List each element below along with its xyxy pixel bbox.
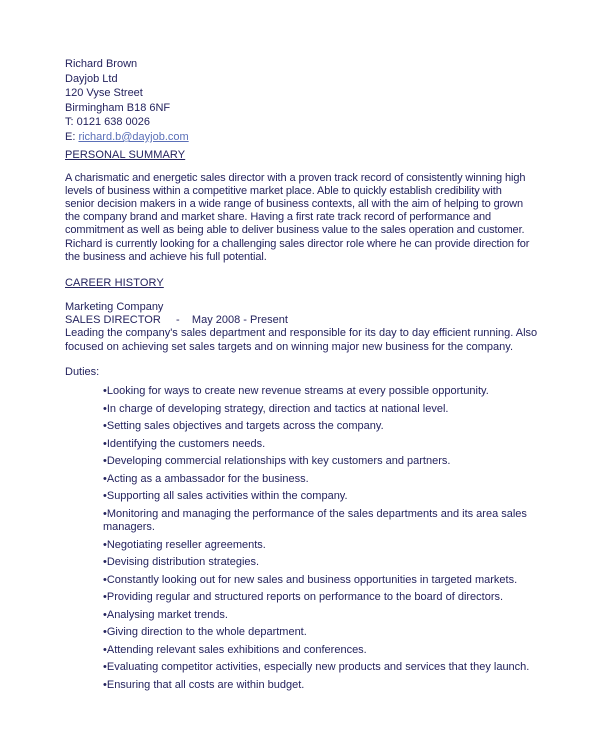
- duty-list-item: [103, 539, 555, 552]
- contact-phone: T: 0121 638 0026: [65, 116, 151, 129]
- duties-list: [103, 385, 555, 692]
- duty-text: •Constantly looking out for new sales and business opportunities in targeted markets.: [103, 573, 518, 586]
- duty-text: •In charge of developing strategy, direction and tactics at national level.: [103, 402, 449, 415]
- duty-list-item: [103, 385, 555, 398]
- summary-line: A charismatic and energetic sales director with a proven track record of consistently winning high: [65, 171, 526, 184]
- duty-text: •Developing commercial relationships with key customers and partners.: [103, 455, 451, 468]
- duty-text: •Evaluating competitor activities, especially new products and services that they launch.: [103, 661, 530, 674]
- summary-line: commitment as well as being able to deliver business value to the sales operation and customer.: [65, 224, 525, 237]
- duty-text: •Analysing market trends.: [103, 608, 228, 621]
- contact-city: Birmingham B18 6NF: [65, 101, 171, 114]
- duty-list-item: [103, 420, 555, 433]
- duty-list-item: [103, 574, 555, 587]
- duty-list-item: [103, 556, 555, 569]
- duty-list-item: [103, 661, 555, 674]
- duty-text: •Looking for ways to create new revenue streams at every possible opportunity.: [103, 385, 489, 398]
- duty-text: •Attending relevant sales exhibitions and conferences.: [103, 643, 367, 656]
- employer-name: Marketing Company: [65, 300, 164, 313]
- summary-line: the company brand and market share. Having a first rate track record of performance and: [65, 211, 492, 224]
- contact-street: 120 Vyse Street: [65, 87, 143, 100]
- duty-text: •Acting as a ambassador for the business.: [103, 472, 309, 485]
- summary-line: levels of business within a competitive market place. Able to quickly establish credibility with: [65, 184, 502, 197]
- duty-text: •Setting sales objectives and targets across the company.: [103, 420, 384, 433]
- duty-list-item: [103, 455, 555, 468]
- duty-text: •Monitoring and managing the performance of the sales departments and its area sales: [103, 507, 527, 520]
- duty-text: •Providing regular and structured reports on performance to the board of directors.: [103, 591, 504, 604]
- contact-name: Richard Brown: [65, 58, 138, 70]
- duty-text: •Identifying the customers needs.: [103, 437, 266, 450]
- duty-text: managers.: [103, 521, 155, 534]
- duty-list-item: [103, 644, 555, 657]
- duties-label: Duties:: [65, 366, 100, 379]
- personal-summary-heading: PERSONAL SUMMARY: [65, 148, 186, 161]
- contact-company: Dayjob Ltd: [65, 72, 118, 85]
- duty-text: •Supporting all sales activities within the company.: [103, 490, 348, 503]
- career-history-heading: CAREER HISTORY: [65, 276, 164, 289]
- duty-text: •Negotiating reseller agreements.: [103, 538, 266, 551]
- duty-list-item: [103, 490, 555, 503]
- job-description: [65, 327, 555, 354]
- duty-list-item: [103, 438, 555, 451]
- duty-list-item: [103, 609, 555, 622]
- job-title-dates: SALES DIRECTOR - May 2008 - Present: [65, 314, 288, 327]
- summary-line: the business and achieve his full potential.: [65, 250, 267, 263]
- duty-list-item: [103, 626, 555, 639]
- contact-email-row: [65, 130, 555, 145]
- email-label: E:: [65, 130, 79, 143]
- duty-list-item: [103, 508, 555, 535]
- job-description-line: focused on achieving set sales targets and on winning major new business for the company.: [65, 340, 513, 353]
- duty-text: •Giving direction to the whole department.: [103, 626, 307, 639]
- duty-list-item: [103, 403, 555, 416]
- resume-page: [65, 57, 555, 696]
- summary-line: Richard is currently looking for a challenging sales director role where he can provide direction for: [65, 237, 530, 250]
- duty-list-item: [103, 591, 555, 604]
- duty-text: •Devising distribution strategies.: [103, 556, 260, 569]
- duty-text: •Ensuring that all costs are within budget.: [103, 678, 305, 691]
- duty-list-item: [103, 473, 555, 486]
- summary-paragraph: [65, 172, 555, 264]
- summary-line: senior decision makers in a wide range of business contexts, all with the aim of helping to grown: [65, 197, 524, 210]
- job-description-line: Leading the company's sales department and responsible for its day to day efficient running. Also: [65, 327, 538, 340]
- duty-list-item: [103, 679, 555, 692]
- job-entry: [65, 301, 555, 692]
- email-link[interactable]: richard.b@dayjob.com: [78, 130, 189, 143]
- contact-block: [65, 57, 555, 145]
